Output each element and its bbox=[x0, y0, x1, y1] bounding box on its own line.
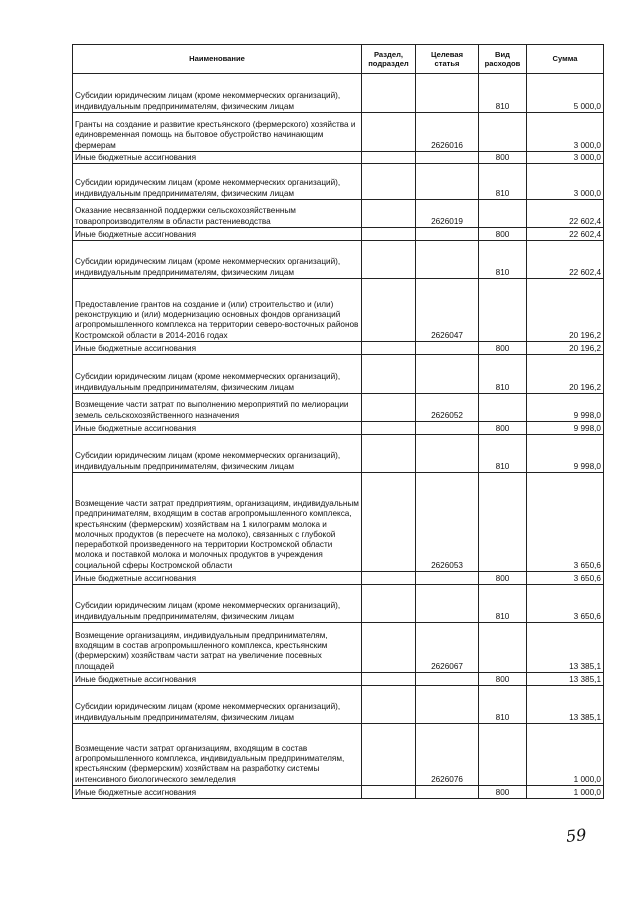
cell-target: 2626076 bbox=[416, 724, 479, 786]
cell-section bbox=[362, 113, 416, 152]
cell-section bbox=[362, 152, 416, 164]
cell-kind: 800 bbox=[479, 572, 527, 585]
cell-target bbox=[416, 585, 479, 623]
cell-name: Возмещение части затрат по выполнению мероприятий по мелиорации земель сельскохозяйственного назначения bbox=[73, 394, 362, 422]
header-target: Целевая статья bbox=[416, 45, 479, 74]
cell-kind: 800 bbox=[479, 673, 527, 686]
cell-sum: 22 602,4 bbox=[527, 241, 604, 279]
cell-section bbox=[362, 623, 416, 673]
cell-sum: 3 650,6 bbox=[527, 585, 604, 623]
cell-name: Субсидии юридическим лицам (кроме некоммерческих организаций), индивидуальным предпринимателям, физическим лицам bbox=[73, 164, 362, 200]
cell-target bbox=[416, 673, 479, 686]
table-row bbox=[73, 74, 604, 113]
table-row bbox=[73, 164, 604, 200]
cell-name: Возмещение части затрат организациям, входящим в состав агропромышленного комплекса, индивидуальным предпринимателям, крестьянским (фермерским) хозяйствам на разработку системы интенсивного биологического земледелия bbox=[73, 724, 362, 786]
table-row bbox=[73, 585, 604, 623]
table-row bbox=[73, 686, 604, 724]
cell-section bbox=[362, 422, 416, 435]
table-row bbox=[73, 435, 604, 473]
table-row bbox=[73, 786, 604, 799]
cell-sum: 20 196,2 bbox=[527, 279, 604, 342]
cell-kind bbox=[479, 724, 527, 786]
cell-target bbox=[416, 241, 479, 279]
cell-name: Субсидии юридическим лицам (кроме некоммерческих организаций), индивидуальным предпринимателям, физическим лицам bbox=[73, 585, 362, 623]
table-row bbox=[73, 724, 604, 786]
header-kind: Вид расходов bbox=[479, 45, 527, 74]
cell-kind: 810 bbox=[479, 585, 527, 623]
cell-sum: 20 196,2 bbox=[527, 355, 604, 394]
cell-section bbox=[362, 200, 416, 228]
table-row bbox=[73, 422, 604, 435]
cell-kind: 810 bbox=[479, 241, 527, 279]
table-row bbox=[73, 279, 604, 342]
cell-kind bbox=[479, 394, 527, 422]
cell-target bbox=[416, 152, 479, 164]
table-row bbox=[73, 241, 604, 279]
cell-section bbox=[362, 435, 416, 473]
cell-section bbox=[362, 355, 416, 394]
cell-sum: 3 650,6 bbox=[527, 473, 604, 572]
table-row bbox=[73, 200, 604, 228]
cell-kind bbox=[479, 623, 527, 673]
cell-target bbox=[416, 686, 479, 724]
table-row bbox=[73, 394, 604, 422]
cell-target bbox=[416, 422, 479, 435]
table-header-row bbox=[73, 45, 604, 74]
cell-target bbox=[416, 74, 479, 113]
cell-sum: 3 000,0 bbox=[527, 113, 604, 152]
cell-kind: 800 bbox=[479, 422, 527, 435]
cell-kind bbox=[479, 473, 527, 572]
cell-section bbox=[362, 74, 416, 113]
cell-section bbox=[362, 572, 416, 585]
table-row bbox=[73, 623, 604, 673]
cell-kind: 800 bbox=[479, 228, 527, 241]
cell-name: Иные бюджетные ассигнования bbox=[73, 572, 362, 585]
cell-name: Возмещение организациям, индивидуальным предпринимателям, входящим в состав агропромышленного комплекса, крестьянским (фермерским) хозяйствам части затрат на увеличение посевных площадей bbox=[73, 623, 362, 673]
cell-kind: 810 bbox=[479, 74, 527, 113]
cell-name: Субсидии юридическим лицам (кроме некоммерческих организаций), индивидуальным предпринимателям, физическим лицам bbox=[73, 435, 362, 473]
cell-name: Иные бюджетные ассигнования bbox=[73, 422, 362, 435]
cell-kind bbox=[479, 279, 527, 342]
table-row bbox=[73, 473, 604, 572]
cell-sum: 1 000,0 bbox=[527, 724, 604, 786]
cell-sum: 13 385,1 bbox=[527, 623, 604, 673]
cell-name: Субсидии юридическим лицам (кроме некоммерческих организаций), индивидуальным предпринимателям, физическим лицам bbox=[73, 686, 362, 724]
cell-sum: 5 000,0 bbox=[527, 74, 604, 113]
cell-kind: 800 bbox=[479, 152, 527, 164]
cell-target bbox=[416, 342, 479, 355]
budget-table bbox=[72, 44, 604, 799]
cell-section bbox=[362, 279, 416, 342]
cell-sum: 3 650,6 bbox=[527, 572, 604, 585]
cell-target: 2626047 bbox=[416, 279, 479, 342]
cell-section bbox=[362, 673, 416, 686]
cell-target: 2626053 bbox=[416, 473, 479, 572]
cell-section bbox=[362, 228, 416, 241]
cell-name: Предоставление грантов на создание и (или) строительство и (или) реконструкцию и (или) модернизацию основных фондов организаций агропромышленного комплекса на территории северо-восточных районов Костромской области в 2014-2016 годах bbox=[73, 279, 362, 342]
cell-sum: 9 998,0 bbox=[527, 394, 604, 422]
cell-sum: 20 196,2 bbox=[527, 342, 604, 355]
cell-sum: 3 000,0 bbox=[527, 152, 604, 164]
table-row bbox=[73, 113, 604, 152]
cell-name: Оказание несвязанной поддержки сельскохозяйственным товаропроизводителям в области растениеводства bbox=[73, 200, 362, 228]
cell-kind bbox=[479, 200, 527, 228]
cell-section bbox=[362, 786, 416, 799]
cell-name: Субсидии юридическим лицам (кроме некоммерческих организаций), индивидуальным предпринимателям, физическим лицам bbox=[73, 74, 362, 113]
cell-name: Возмещение части затрат предприятиям, организациям, индивидуальным предпринимателям, входящим в состав агропромышленного комплекса, крестьянским (фермерским) хозяйствам на 1 килограмм молока и молочных продуктов (в пересчете на молоко), связанных с глубокой переработкой произведенного на территории Костромской области молока и поставкой молока и молочных продуктов в учреждения социальной сферы Костромской области bbox=[73, 473, 362, 572]
cell-section bbox=[362, 686, 416, 724]
header-section: Раздел, подраздел bbox=[362, 45, 416, 74]
cell-section bbox=[362, 164, 416, 200]
page-number: 59 bbox=[565, 824, 588, 847]
cell-sum: 13 385,1 bbox=[527, 686, 604, 724]
cell-section bbox=[362, 724, 416, 786]
table-row bbox=[73, 673, 604, 686]
table-body bbox=[73, 74, 604, 799]
cell-kind: 810 bbox=[479, 686, 527, 724]
cell-name: Иные бюджетные ассигнования bbox=[73, 152, 362, 164]
cell-kind: 810 bbox=[479, 164, 527, 200]
cell-section bbox=[362, 241, 416, 279]
table-row bbox=[73, 228, 604, 241]
cell-name: Иные бюджетные ассигнования bbox=[73, 342, 362, 355]
cell-sum: 9 998,0 bbox=[527, 435, 604, 473]
header-name: Наименование bbox=[73, 45, 362, 74]
cell-name: Гранты на создание и развитие крестьянского (фермерского) хозяйства и единовременная помощь на бытовое обустройство начинающим фермерам bbox=[73, 113, 362, 152]
budget-table-container bbox=[72, 44, 603, 799]
cell-kind: 800 bbox=[479, 342, 527, 355]
table-row bbox=[73, 152, 604, 164]
cell-name: Субсидии юридическим лицам (кроме некоммерческих организаций), индивидуальным предпринимателям, физическим лицам bbox=[73, 241, 362, 279]
cell-target bbox=[416, 572, 479, 585]
table-row bbox=[73, 355, 604, 394]
cell-target bbox=[416, 786, 479, 799]
cell-target: 2626052 bbox=[416, 394, 479, 422]
cell-target: 2626067 bbox=[416, 623, 479, 673]
cell-name: Иные бюджетные ассигнования bbox=[73, 673, 362, 686]
header-sum: Сумма bbox=[527, 45, 604, 74]
cell-sum: 1 000,0 bbox=[527, 786, 604, 799]
cell-sum: 3 000,0 bbox=[527, 164, 604, 200]
cell-sum: 22 602,4 bbox=[527, 200, 604, 228]
cell-kind: 810 bbox=[479, 355, 527, 394]
cell-kind: 800 bbox=[479, 786, 527, 799]
cell-target bbox=[416, 435, 479, 473]
table-row bbox=[73, 342, 604, 355]
cell-name: Субсидии юридическим лицам (кроме некоммерческих организаций), индивидуальным предпринимателям, физическим лицам bbox=[73, 355, 362, 394]
cell-name: Иные бюджетные ассигнования bbox=[73, 228, 362, 241]
cell-section bbox=[362, 473, 416, 572]
cell-target bbox=[416, 164, 479, 200]
cell-section bbox=[362, 585, 416, 623]
cell-sum: 13 385,1 bbox=[527, 673, 604, 686]
cell-kind bbox=[479, 113, 527, 152]
cell-kind: 810 bbox=[479, 435, 527, 473]
cell-target bbox=[416, 228, 479, 241]
cell-section bbox=[362, 342, 416, 355]
cell-sum: 22 602,4 bbox=[527, 228, 604, 241]
cell-section bbox=[362, 394, 416, 422]
cell-target: 2626016 bbox=[416, 113, 479, 152]
cell-target bbox=[416, 355, 479, 394]
cell-name: Иные бюджетные ассигнования bbox=[73, 786, 362, 799]
cell-sum: 9 998,0 bbox=[527, 422, 604, 435]
cell-target: 2626019 bbox=[416, 200, 479, 228]
table-row bbox=[73, 572, 604, 585]
